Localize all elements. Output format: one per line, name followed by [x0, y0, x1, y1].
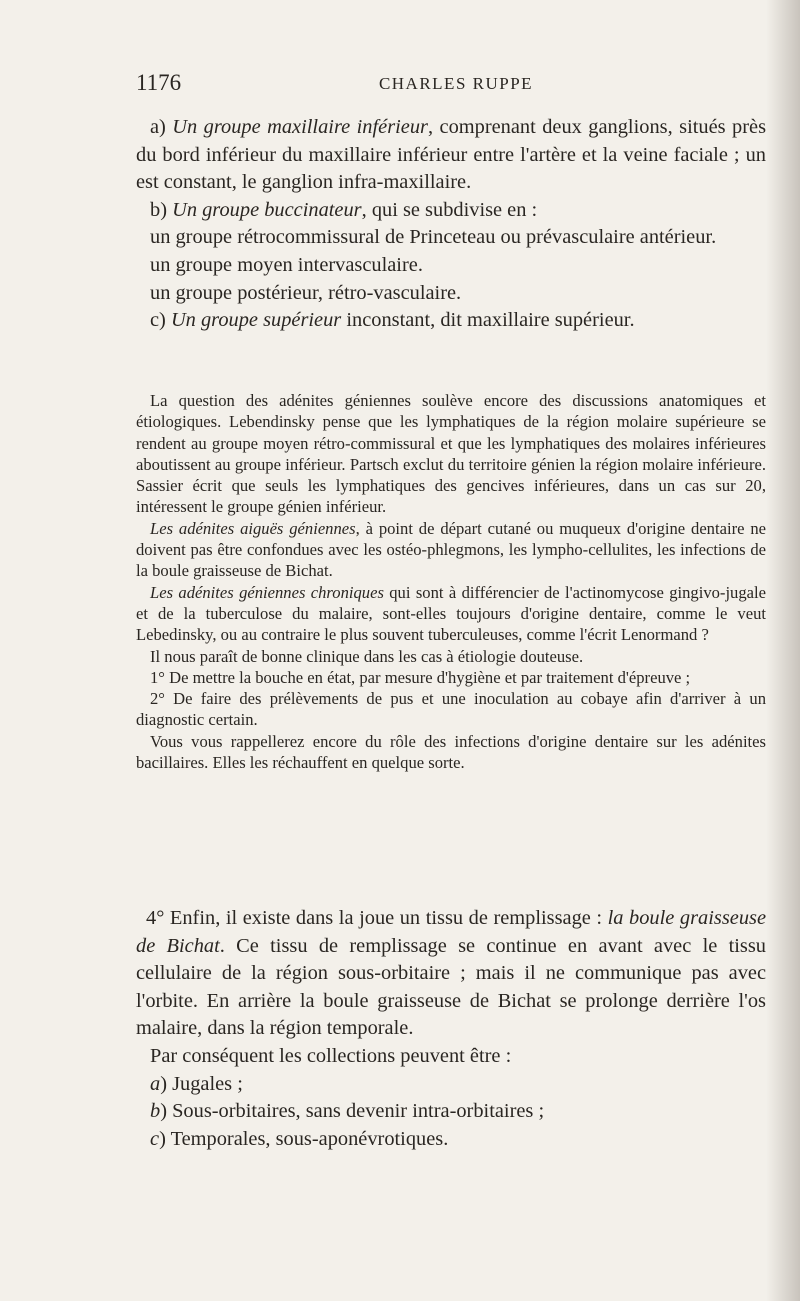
- page-header: [136, 70, 766, 100]
- paragraph: 1° De mettre la bouche en état, par mesure d'hygiène et par traitement d'épreuve ;: [150, 667, 691, 687]
- paragraph: La question des adénites géniennes soulève encore des discussions anatomiques et étiologiques. Lebendinsky pense que les lymphatiques de la région molaire supérieure se rendent au groupe moyen rétro-commissural et que les lymphatiques des molaires inférieures aboutissent au groupe inférieur. Partsch exclut du territoire génien la région molaire inférieure. Sassier écrit que seuls les lymphatiques des gencives inférieures, dans un cas sur 20, intéressent le groupe génien inférieur.: [136, 391, 766, 517]
- running-head: CHARLES RUPPE: [378, 74, 534, 93]
- paragraph: 2° De faire des prélèvements de pus et une inoculation au cobaye afin d'arriver à un diagnostic certain.: [136, 689, 766, 730]
- lymph-group-list: [136, 114, 766, 335]
- paragraph: Les adénites aiguës géniennes, à point de départ cutané ou muqueux d'origine dentaire ne doivent pas être confondues avec les ostéo-phlegmons, les lympho-cellulites, les infections de la boule graisseuse de Bichat.: [136, 518, 766, 581]
- list-item: un groupe moyen intervasculaire.: [150, 253, 423, 276]
- paragraph: Par conséquent les collections peuvent être :: [150, 1044, 512, 1067]
- paragraph: Il nous paraît de bonne clinique dans les cas à étiologie douteuse.: [150, 646, 584, 666]
- list-item: b) Sous-orbitaires, sans devenir intra-orbitaires ;: [150, 1100, 545, 1123]
- page-number: 1176: [136, 70, 182, 95]
- list-item: a) Jugales ;: [150, 1072, 243, 1095]
- page-edge-shadow: [766, 0, 800, 1301]
- list-item: b) Un groupe buccinateur, qui se subdivise en :: [150, 198, 538, 221]
- list-item: un groupe rétrocommissural de Princeteau ou prévasculaire antérieur.: [150, 226, 717, 249]
- small-print-section: [136, 390, 766, 773]
- paragraph: Les adénites géniennes chroniques qui sont à différencier de l'actinomycose gingivo-jugale et de la tuberculose du malaire, sont-elles toujours d'origine dentaire, comme le veut Lebedinsky, ou au contraire le plus souvent tuberculeuses, comme l'écrit Lenormand ?: [136, 582, 766, 645]
- list-item: a) Un groupe maxillaire inférieur, comprenant deux ganglions, situés près du bord inférieur du maxillaire inférieur entre l'artère et la veine faciale ; un est constant, le ganglion infra-maxillaire.: [136, 116, 766, 194]
- bichat-section: [136, 905, 766, 1153]
- list-item: c) Un groupe supérieur inconstant, dit maxillaire supérieur.: [150, 309, 635, 332]
- list-item: c) Temporales, sous-aponévrotiques.: [150, 1127, 449, 1150]
- list-item: un groupe postérieur, rétro-vasculaire.: [150, 281, 462, 304]
- paragraph: Vous vous rappellerez encore du rôle des infections d'origine dentaire sur les adénites bacillaires. Elles les réchauffent en quelque sorte.: [136, 731, 766, 773]
- paragraph: 4° Enfin, il existe dans la joue un tissu de remplissage : la boule graisseuse de Bichat. Ce tissu de remplissage se continue en avant avec le tissu cellulaire de la région sous-orbitaire ; mais il ne communique pas avec l'orbite. En arrière la boule graisseuse de Bichat se prolonge derrière l'os malaire, dans la région temporale.: [136, 907, 766, 1040]
